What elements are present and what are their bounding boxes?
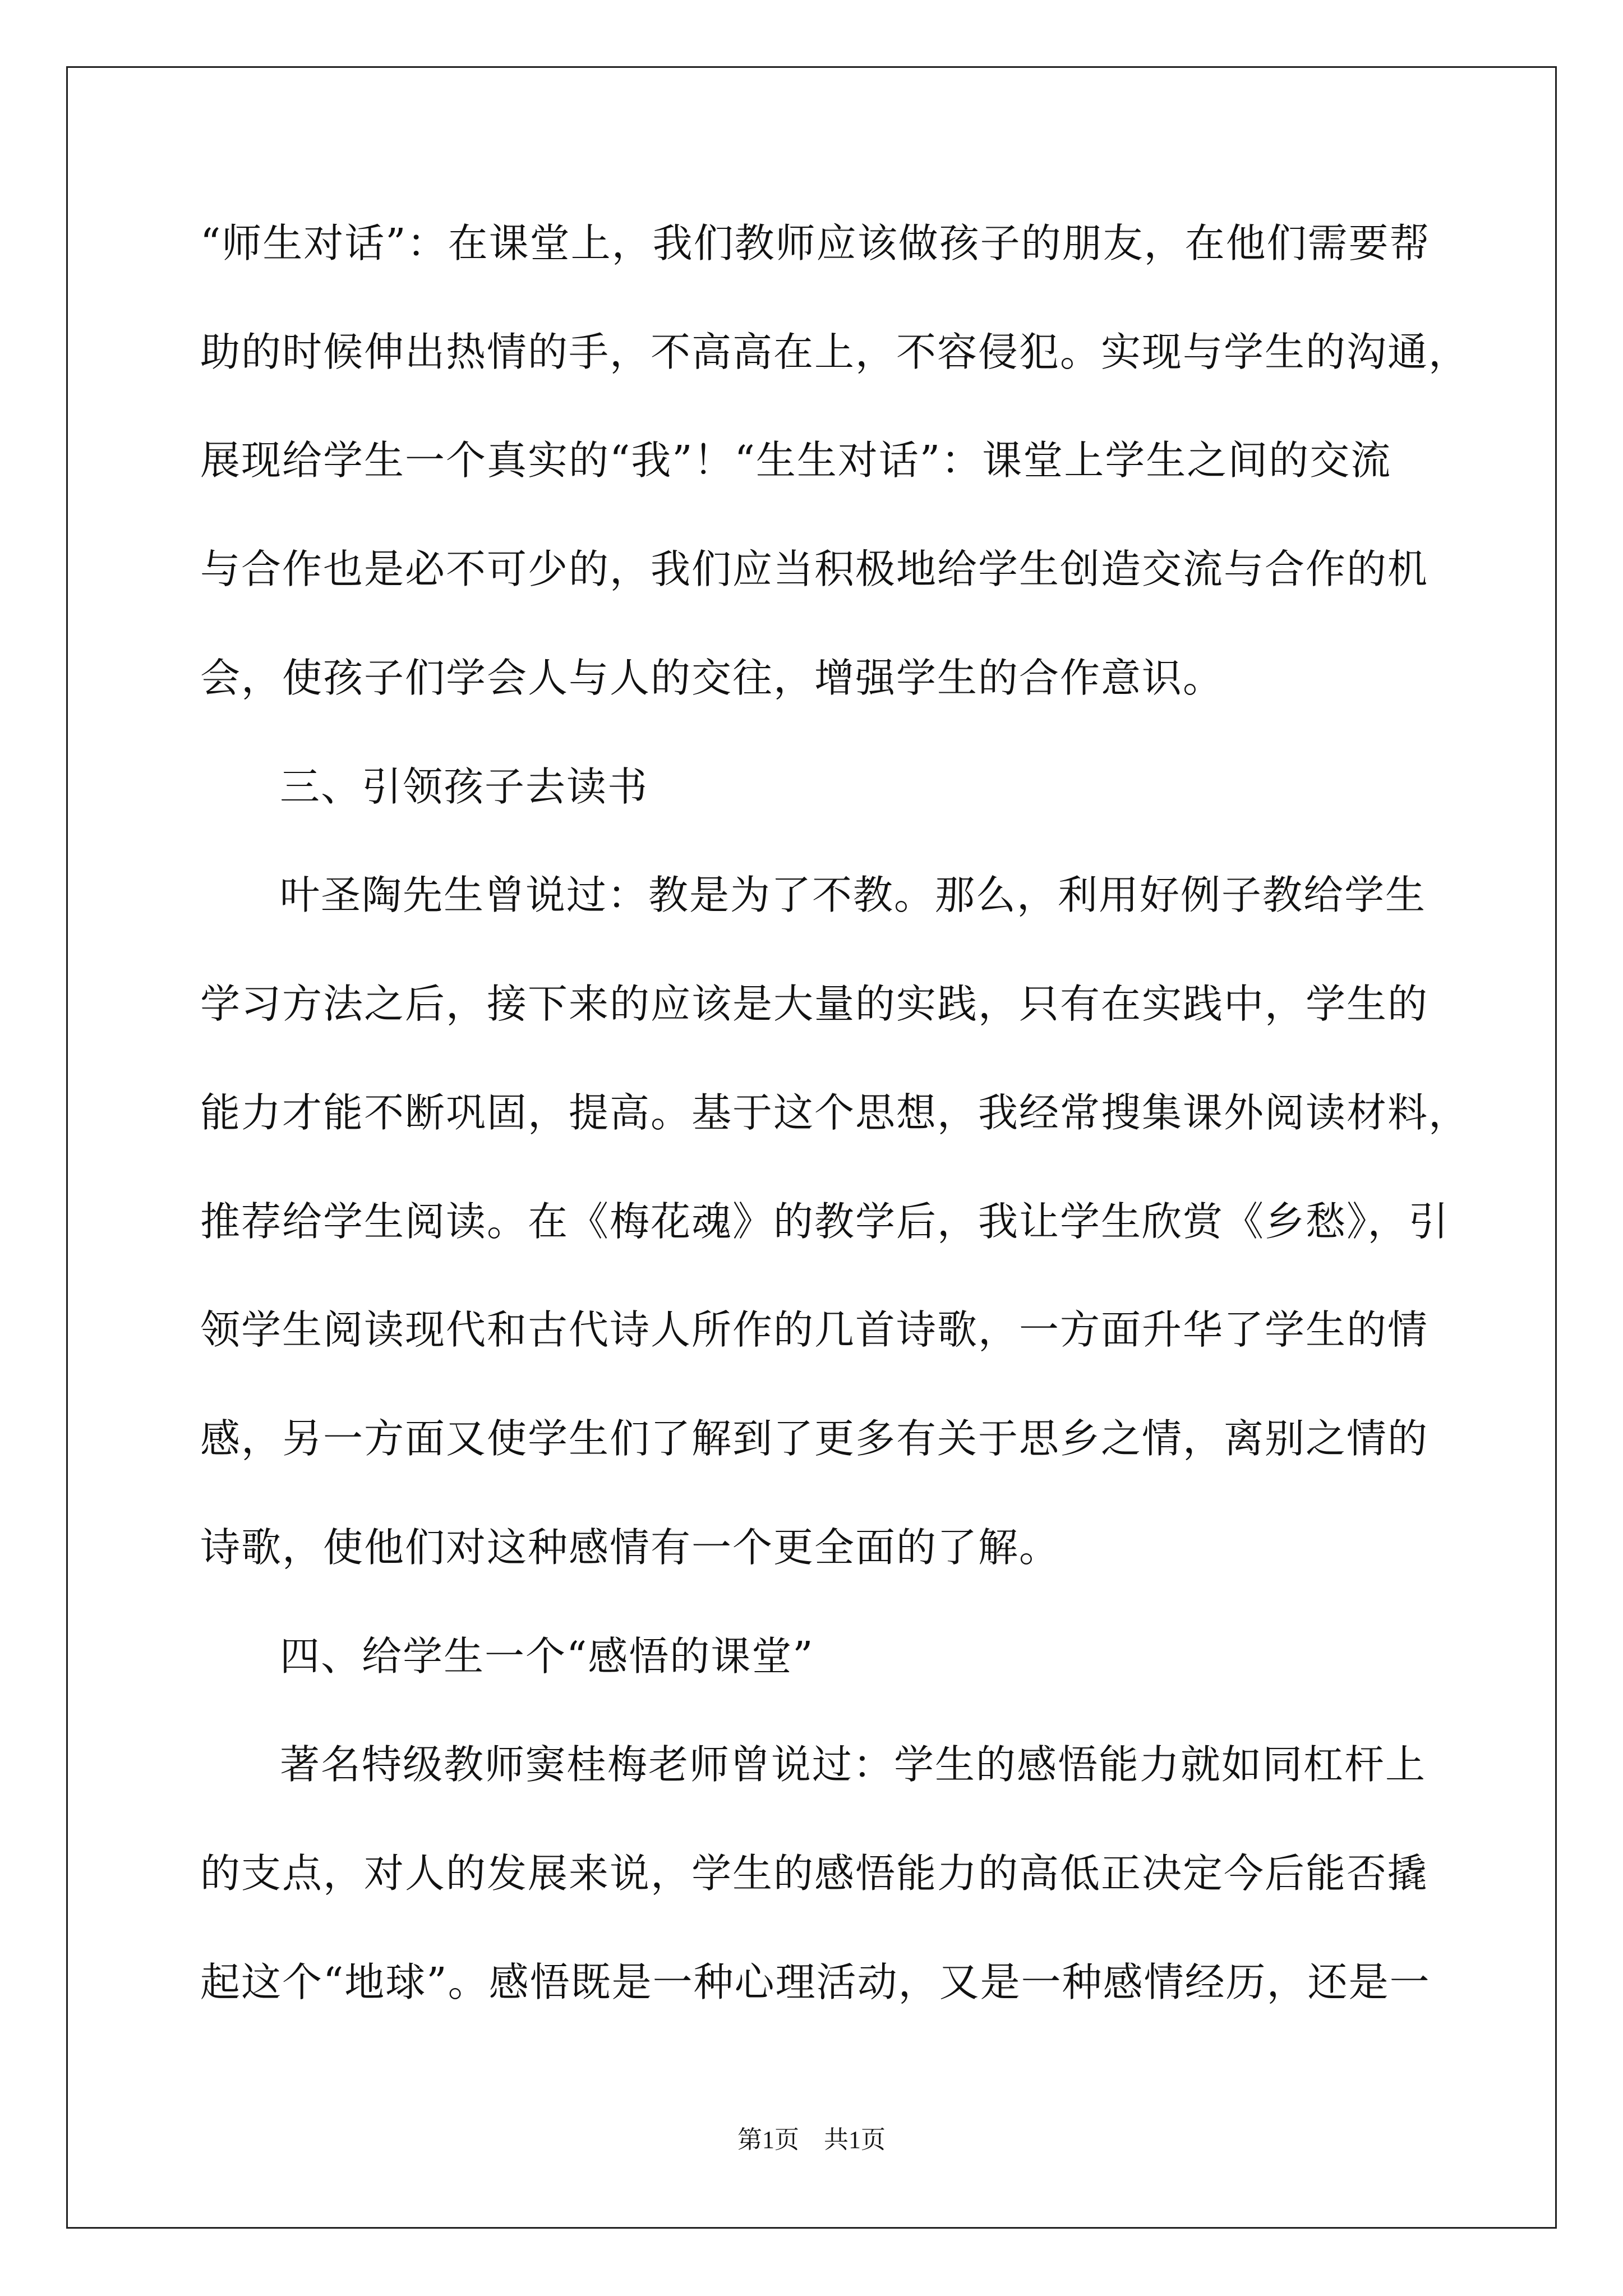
paragraph-line: “师生对话”：在课堂上，我们教师应该做孩子的朋友，在他们需要帮 <box>200 220 1431 266</box>
paragraph-line: 推荐给学生阅读。在《梅花魂》的教学后，我让学生欣赏《乡愁》，引 <box>200 1198 1450 1245</box>
paragraph-line: 的支点，对人的发展来说，学生的感悟能力的高低正决定今后能否撬 <box>200 1850 1429 1897</box>
section-heading: 三、引领孩子去读书 <box>280 763 649 810</box>
paragraph-line: 著名特级教师窦桂梅老师曾说过：学生的感悟能力就如同杠杆上 <box>280 1741 1427 1788</box>
section-heading: 四、给学生一个“感悟的课堂” <box>280 1633 814 1680</box>
paragraph-line: 感，另一方面又使学生们了解到了更多有关于思乡之情，离别之情的 <box>200 1415 1429 1462</box>
page-border <box>66 66 1557 2229</box>
paragraph-line: 起这个“地球”。感悟既是一种心理活动，又是一种感情经历，还是一 <box>200 1959 1431 2005</box>
paragraph-line: 会，使孩子们学会人与人的交往，增强学生的合作意识。 <box>200 655 1224 701</box>
paragraph-line: 能力才能不断巩固，提高。基于这个思想，我经常搜集课外阅读材料， <box>200 1089 1470 1136</box>
paragraph-line: 学习方法之后，接下来的应该是大量的实践，只有在实践中，学生的 <box>200 981 1429 1027</box>
paragraph-line: 助的时候伸出热情的手，不高高在上，不容侵犯。实现与学生的沟通， <box>200 329 1470 375</box>
paragraph-line: 展现给学生一个真实的“我”！“生生对话”：课堂上学生之间的交流 <box>200 437 1392 484</box>
paragraph-line: 诗歌，使他们对这种感情有一个更全面的了解。 <box>200 1524 1061 1571</box>
paragraph-line: 与合作也是必不可少的，我们应当积极地给学生创造交流与合作的机 <box>200 546 1429 592</box>
page-number: 第1页 共1页 <box>737 2126 886 2154</box>
paragraph-line: 领学生阅读现代和古代诗人所作的几首诗歌，一方面升华了学生的情 <box>200 1306 1429 1353</box>
paragraph-line: 叶圣陶先生曾说过：教是为了不教。那么，利用好例子教给学生 <box>280 872 1427 918</box>
